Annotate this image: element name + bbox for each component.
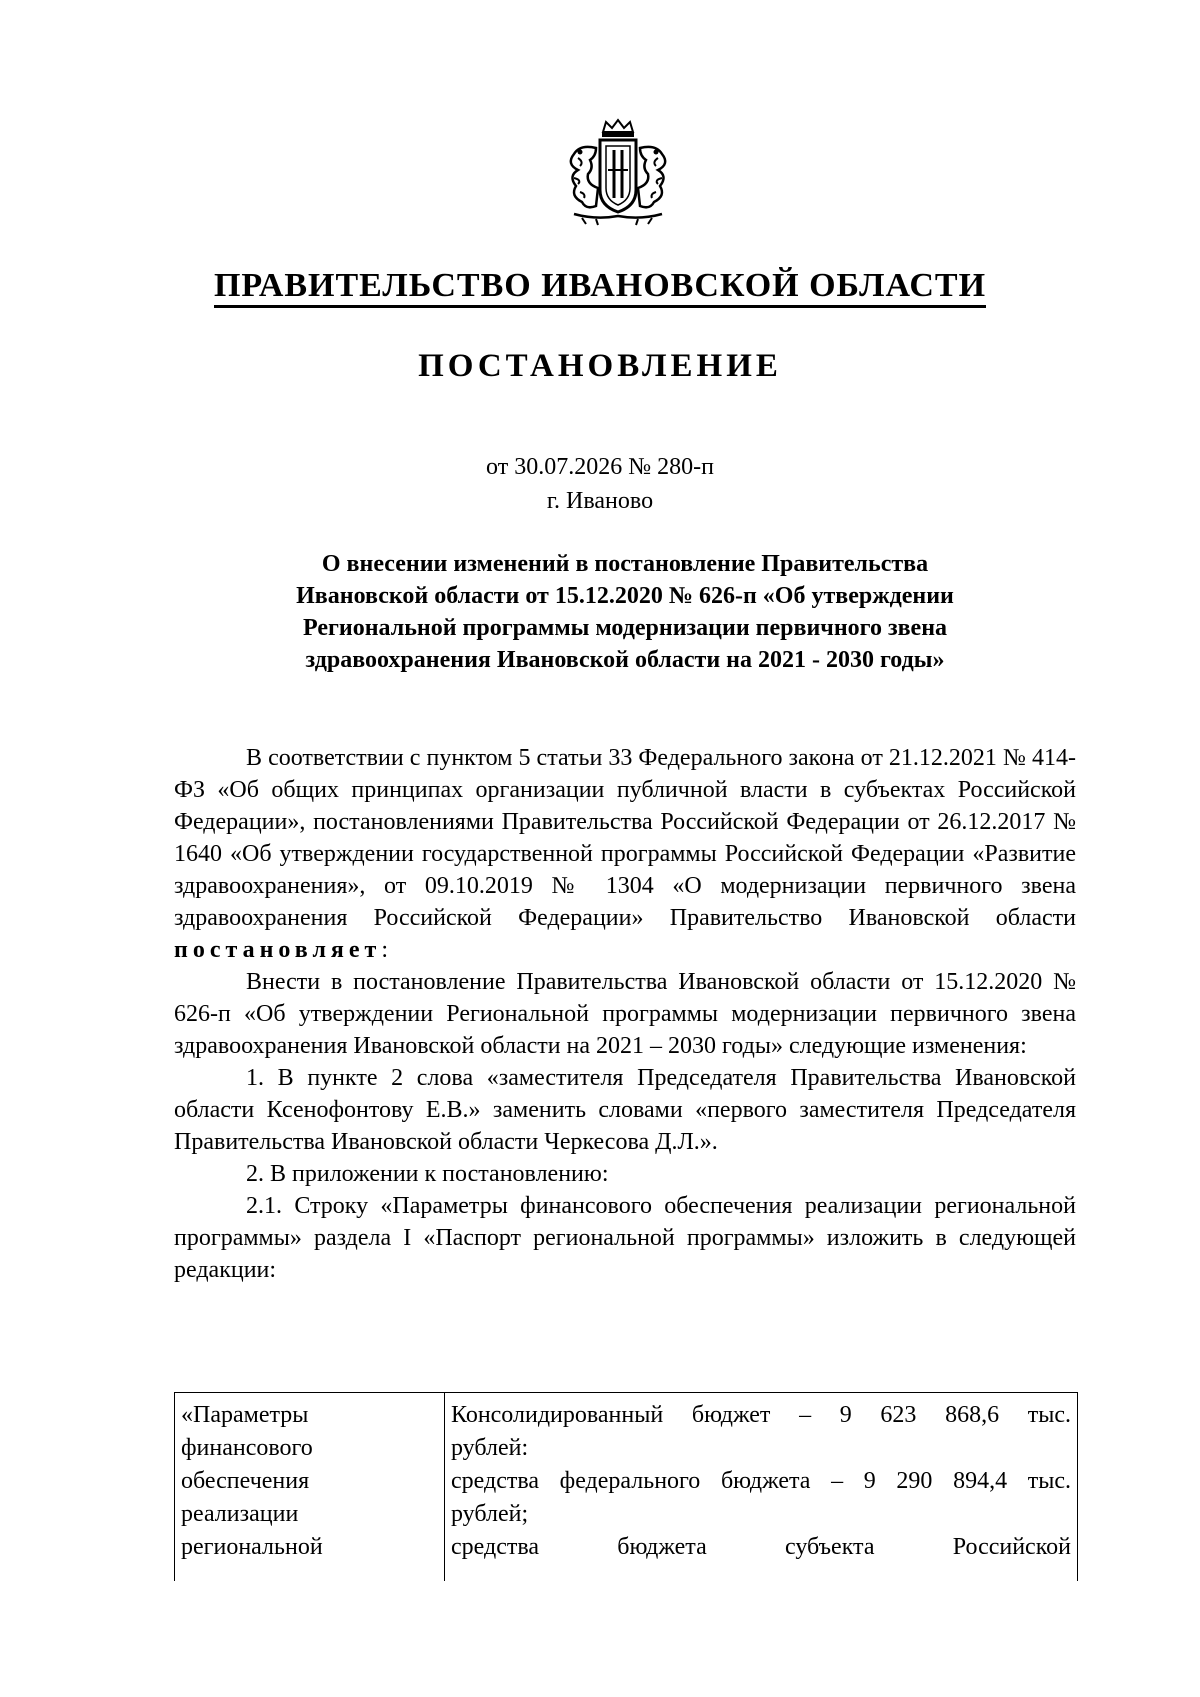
table-right-cell: [445, 1393, 1077, 1581]
financing-parameters-table: [174, 1392, 1078, 1581]
amend-paragraph: Внести в постановление Правительства Ивановской области от 15.12.2020 № 626-п «Об утверждении Региональной программы модернизации первичного звена здравоохранения Ивановской области на 2021 – 2030 годы» следующие изменения:: [174, 969, 1076, 1059]
document-body: [174, 742, 1076, 1286]
table-right-line: средства бюджета субъекта Российской: [451, 1534, 1071, 1560]
date-number: от 30.07.2026 № 280-п: [486, 454, 714, 480]
table-right-line: средства федерального бюджета – 9 290 894,4 тыс.: [451, 1468, 1071, 1494]
resolves-colon: :: [381, 937, 388, 963]
preamble-text: В соответствии с пунктом 5 статьи 33 Федерального закона от 21.12.2021 № 414-ФЗ «Об общих принципах организации публичной власти в субъектах Российской Федерации», постановлениями Правительства Российской Федерации от 26.12.2017 № 1640 «Об утверждении государственной программы Российской Федерации «Развитие здравоохранения», от 09.10.2019 № 1304 «О модернизации первичного звена здравоохранения Российской Федерации» Правительство Ивановской области: [174, 745, 1076, 931]
table-right-line: рублей;: [451, 1501, 529, 1527]
organization-name: [0, 266, 1200, 306]
document-type: ПОСТАНОВЛЕНИЕ: [418, 348, 782, 384]
title-line: Региональной программы модернизации первичного звена: [302, 615, 948, 641]
item-1-paragraph: 1. В пункте 2 слова «заместителя Председателя Правительства Ивановской области Ксенофонтову Е.В.» заменить словами «первого заместителя Председателя Правительства Ивановской области Черкесова Д.Л.».: [174, 1065, 1076, 1155]
organization-name-text: ПРАВИТЕЛЬСТВО ИВАНОВСКОЙ ОБЛАСТИ: [214, 267, 986, 308]
table-left-line: «Параметры: [181, 1402, 309, 1428]
item-2-paragraph: 2. В приложении к постановлению:: [246, 1161, 609, 1187]
title-line: О внесении изменений в постановление Правительства: [321, 551, 929, 577]
preamble-paragraph: [174, 742, 1076, 966]
coat-of-arms-emblem: [556, 118, 680, 228]
table-right-line: рублей:: [451, 1435, 529, 1461]
table-left-line: региональной: [181, 1534, 323, 1560]
document-title: [160, 548, 1090, 676]
resolves-word: постановляет: [174, 937, 382, 963]
title-line: здравоохранения Ивановской области на 2021 - 2030 годы»: [305, 647, 945, 673]
table-left-line: финансового: [181, 1435, 313, 1461]
table-right-line: Консолидированный бюджет – 9 623 868,6 тыс.: [451, 1402, 1071, 1428]
table-left-cell: [175, 1393, 445, 1581]
title-line: Ивановской области от 15.12.2020 № 626-п «Об утверждении: [296, 583, 954, 609]
table-left-line: реализации: [181, 1501, 299, 1527]
city: г. Иваново: [546, 488, 654, 514]
table-left-line: обеспечения: [181, 1468, 310, 1494]
item-2-1-paragraph: 2.1. Строку «Параметры финансового обеспечения реализации региональной программы» раздела I «Паспорт региональной программы» изложить в следующей редакции:: [174, 1193, 1076, 1283]
